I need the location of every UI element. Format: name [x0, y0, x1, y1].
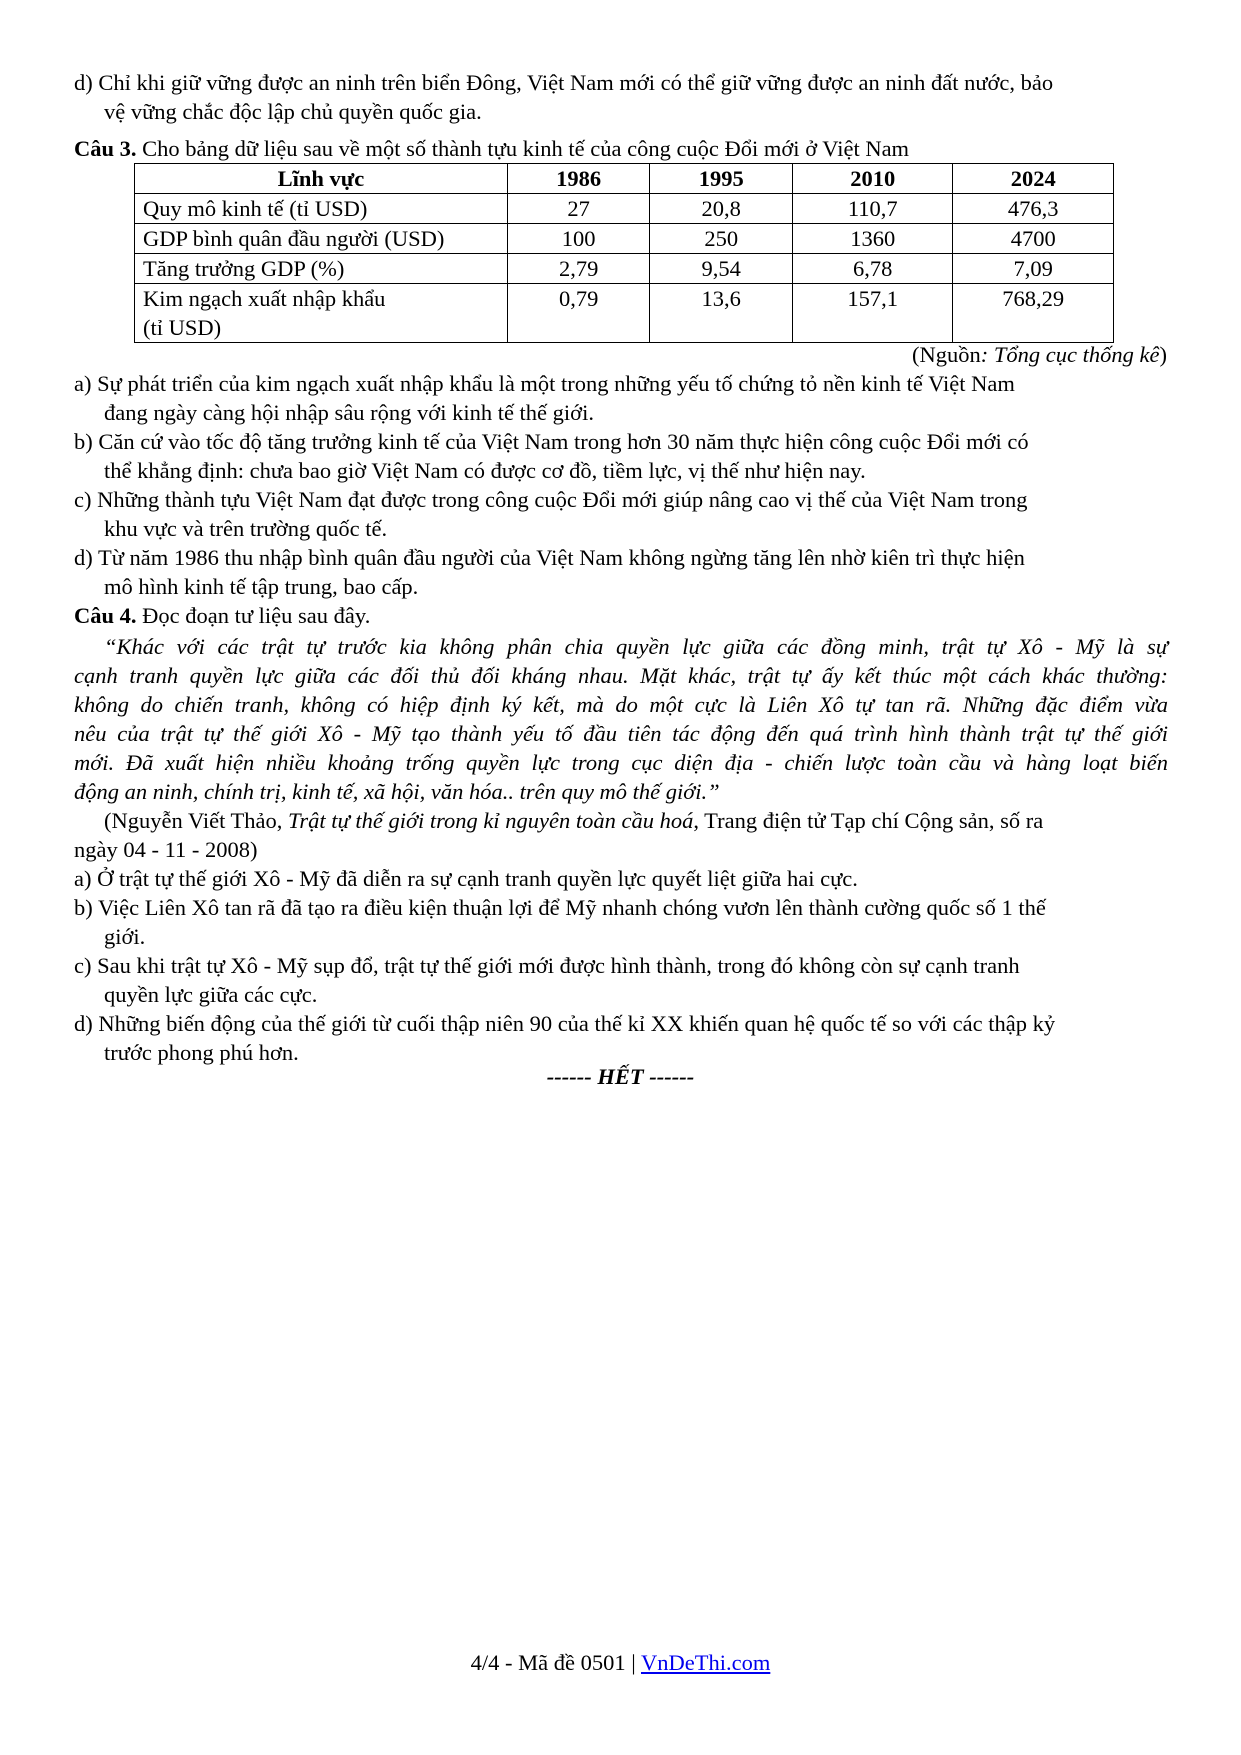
q4-option-d: d) Những biến động của thế giới từ cuối thập niên 90 của thế kỉ XX khiến quan hệ quốc tế so với các thập kỷ — [74, 1011, 1056, 1036]
table-source — [912, 340, 1167, 369]
source-suffix: ) — [1159, 342, 1167, 367]
q4-option-b: b) Việc Liên Xô tan rã đã tạo ra điều kiện thuận lợi để Mỹ nhanh chóng vươn lên thành cường quốc số 1 thế — [74, 895, 1046, 920]
table-cell: 250 — [650, 224, 793, 254]
q4-option-b-cont: giới. — [104, 924, 146, 949]
table-header-cell: 1995 — [650, 164, 793, 194]
table-cell: 7,09 — [953, 254, 1114, 284]
passage-line: động an ninh, chính trị, kinh tế, xã hội, văn hóa.. trên quy mô thế giới.” — [74, 779, 720, 804]
q4-option-a: a) Ở trật tự thế giới Xô - Mỹ đã diễn ra sự cạnh tranh quyền lực quyết liệt giữa hai cực. — [74, 866, 858, 891]
table-cell: 20,8 — [650, 194, 793, 224]
table-cell-field: Tăng trưởng GDP (%) — [135, 254, 508, 284]
table-cell: 13,6 — [650, 284, 793, 343]
table-header-cell: Lĩnh vực — [135, 164, 508, 194]
table-cell: 9,54 — [650, 254, 793, 284]
table-header-cell: 2024 — [953, 164, 1114, 194]
q4-option-c: c) Sau khi trật tự Xô - Mỹ sụp đổ, trật tự thế giới mới được hình thành, trong đó không còn sự cạnh tranh — [74, 953, 1020, 978]
field-line: (tỉ USD) — [143, 315, 222, 340]
table-row — [135, 284, 1114, 343]
quoted-passage — [74, 632, 1168, 806]
source-name: Tổng cục thống kê — [993, 342, 1160, 367]
footer-text: 4/4 - Mã đề 0501 | — [470, 1650, 641, 1675]
citation-title: Trật tự thế giới trong kỉ nguyên toàn cầu hoá — [288, 808, 694, 833]
citation-source: , Trang điện tử Tạp chí Cộng sản, số ra — [693, 808, 1044, 833]
passage-line: nêu của trật tự thế giới Xô - Mỹ tạo thành yếu tố đầu tiên tác động đến quá trình hình thành trật tự thế giới — [74, 721, 1168, 746]
q3-option-d: d) Từ năm 1986 thu nhập bình quân đầu người của Việt Nam không ngừng tăng lên nhờ kiên trì thực hiện — [74, 545, 1025, 570]
table-header-cell: 2010 — [793, 164, 953, 194]
question-3-prompt: Cho bảng dữ liệu sau về một số thành tựu kinh tế của công cuộc Đổi mới ở Việt Nam — [136, 136, 910, 161]
table-cell: 110,7 — [793, 194, 953, 224]
table-header-cell: 1986 — [507, 164, 650, 194]
prev-option-d-cont: vệ vững chắc độc lập chủ quyền quốc gia. — [104, 99, 482, 124]
q3-option-b-cont: thể khẳng định: chưa bao giờ Việt Nam có được cơ đồ, tiềm lực, vị thế như hiện nay. — [104, 458, 866, 483]
table-cell: 157,1 — [793, 284, 953, 343]
table-cell: 4700 — [953, 224, 1114, 254]
passage-citation — [104, 806, 1043, 835]
table-cell: 476,3 — [953, 194, 1114, 224]
table-cell-field: Quy mô kinh tế (tỉ USD) — [135, 194, 508, 224]
citation-author: (Nguyễn Viết Thảo, — [104, 808, 289, 833]
table-cell-field: GDP bình quân đầu người (USD) — [135, 224, 508, 254]
question-4-heading — [74, 601, 370, 630]
question-4-prompt: Đọc đoạn tư liệu sau đây. — [136, 603, 371, 628]
table-row — [135, 254, 1114, 284]
source-colon: : — [980, 342, 994, 367]
q3-option-a: a) Sự phát triển của kim ngạch xuất nhập khẩu là một trong những yếu tố chứng tỏ nền kinh tế Việt Nam — [74, 371, 1015, 396]
question-3-heading — [74, 134, 909, 163]
table-cell: 0,79 — [507, 284, 650, 343]
table-cell: 100 — [507, 224, 650, 254]
q3-option-c: c) Những thành tựu Việt Nam đạt được trong công cuộc Đổi mới giúp nâng cao vị thế của Việt Nam trong — [74, 487, 1028, 512]
table-cell: 6,78 — [793, 254, 953, 284]
page-footer — [0, 1650, 1241, 1676]
table-cell-field — [135, 284, 508, 343]
passage-citation-cont: ngày 04 - 11 - 2008) — [74, 837, 258, 862]
table-cell: 27 — [507, 194, 650, 224]
passage-line: “Khác với các trật tự trước kia không phân chia quyền lực giữa các đồng minh, trật tự Xô - Mỹ là sự — [104, 634, 1168, 659]
passage-line: không do chiến tranh, không có hiệp định ký kết, mà do một cực là Liên Xô tự tan rã. Những đặc điểm vừa — [74, 692, 1168, 717]
question-4-label: Câu 4. — [74, 603, 137, 628]
passage-line: mới. Đã xuất hiện nhiều khoảng trống quyền lực trong cục diện địa - chiến lược toàn cầu và hàng loạt biến — [74, 750, 1168, 775]
table-header-row — [135, 164, 1114, 194]
question-3-label: Câu 3. — [74, 136, 137, 161]
table-cell: 1360 — [793, 224, 953, 254]
q4-option-c-cont: quyền lực giữa các cực. — [104, 982, 318, 1007]
q3-option-d-cont: mô hình kinh tế tập trung, bao cấp. — [104, 574, 419, 599]
q3-option-c-cont: khu vực và trên trường quốc tế. — [104, 516, 388, 541]
achievements-table — [134, 163, 1114, 343]
table-row — [135, 194, 1114, 224]
table-cell: 2,79 — [507, 254, 650, 284]
prev-option-d: d) Chỉ khi giữ vững được an ninh trên biển Đông, Việt Nam mới có thể giữ vững được an ninh đất nước, bảo — [74, 70, 1054, 95]
footer-link[interactable]: VnDeThi.com — [640, 1650, 771, 1675]
q3-option-a-cont: đang ngày càng hội nhập sâu rộng với kinh tế thế giới. — [104, 400, 594, 425]
end-marker: ------ HẾT ------ — [546, 1064, 695, 1089]
q3-option-b: b) Căn cứ vào tốc độ tăng trưởng kinh tế của Việt Nam trong hơn 30 năm thực hiện công cuộc Đổi mới có — [74, 429, 1029, 454]
passage-line: cạnh tranh quyền lực giữa các đối thủ đối kháng nhau. Mặt khác, trật tự ấy kết thúc một cách khác thường: — [74, 663, 1168, 688]
table-cell: 768,29 — [953, 284, 1114, 343]
source-prefix: (Nguồn — [912, 342, 981, 367]
field-line: Kim ngạch xuất nhập khẩu — [143, 286, 386, 311]
table-row — [135, 224, 1114, 254]
q4-option-d-cont: trước phong phú hơn. — [104, 1040, 299, 1065]
